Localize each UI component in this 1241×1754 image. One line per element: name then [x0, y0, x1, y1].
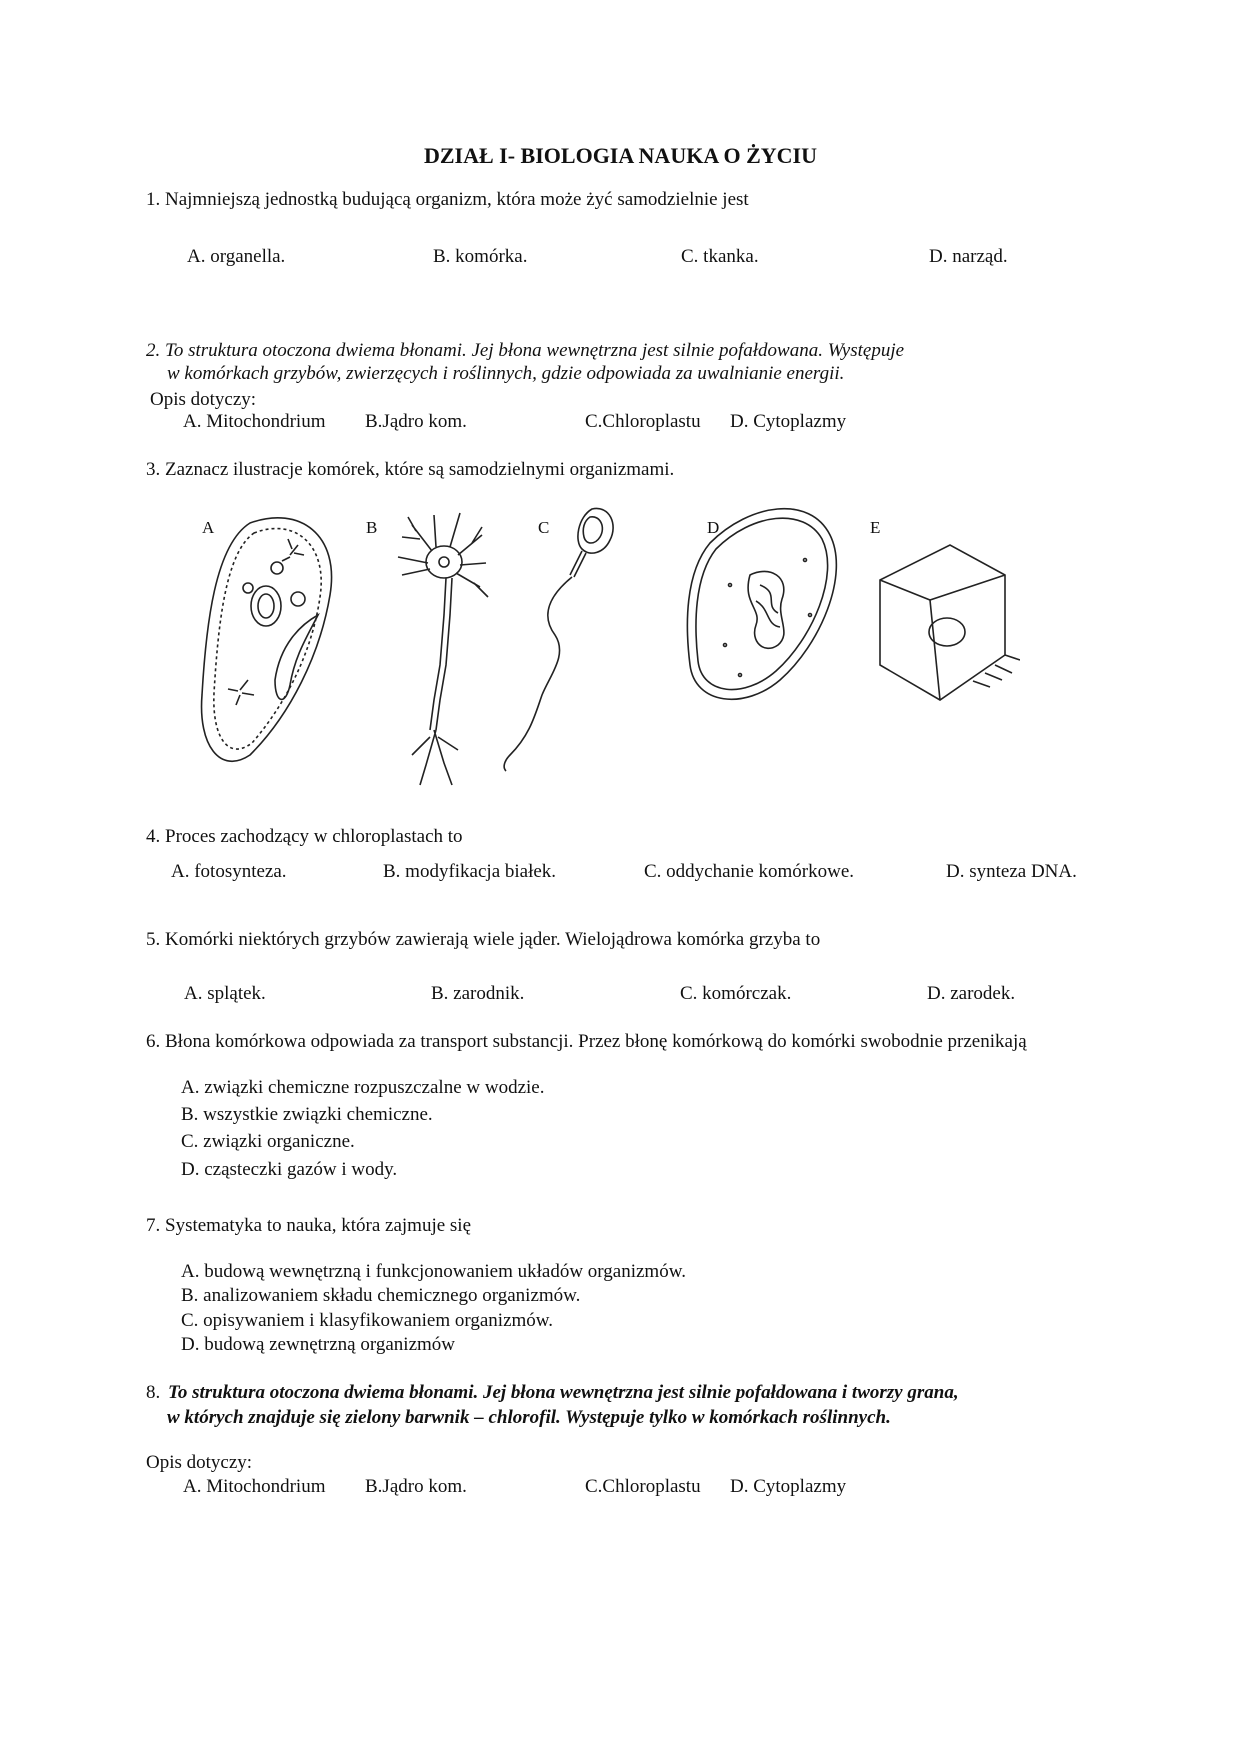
- q1-option-c[interactable]: C. tkanka.: [681, 246, 759, 267]
- q2-option-d[interactable]: D. Cytoplazmy: [730, 411, 847, 432]
- cell-illustrations: [190, 505, 1020, 795]
- question-6-text: 6. Błona komórkowa odpowiada za transport substancji. Przez błonę komórkową do komórki swobodnie przenikają: [146, 1031, 1027, 1052]
- question-8-number: 8.: [146, 1382, 161, 1403]
- figure-label-e[interactable]: E: [870, 518, 881, 537]
- q8-option-a[interactable]: A. Mitochondrium: [183, 1476, 326, 1497]
- question-2-line-2: w komórkach grzybów, zwierzęcych i roślinnych, gdzie odpowiada za uwalnianie energii.: [167, 363, 845, 384]
- q5-option-b[interactable]: B. zarodnik.: [431, 983, 525, 1004]
- q1-option-a[interactable]: A. organella.: [187, 246, 286, 267]
- question-1-text: 1. Najmniejszą jednostką budującą organizm, która może żyć samodzielnie jest: [146, 189, 749, 210]
- q1-option-b[interactable]: B. komórka.: [433, 246, 528, 267]
- question-7-text: 7. Systematyka to nauka, która zajmuje się: [146, 1215, 472, 1236]
- q7-option-d[interactable]: D. budową zewnętrzną organizmów: [181, 1334, 455, 1355]
- q5-option-d[interactable]: D. zarodek.: [927, 983, 1016, 1004]
- q2-option-b[interactable]: B.Jądro kom.: [365, 411, 467, 432]
- q8-option-d[interactable]: D. Cytoplazmy: [730, 1476, 847, 1497]
- q6-option-a[interactable]: A. związki chemiczne rozpuszczalne w wodzie.: [181, 1077, 545, 1098]
- q6-option-b[interactable]: B. wszystkie związki chemiczne.: [181, 1104, 433, 1125]
- q4-option-d[interactable]: D. synteza DNA.: [946, 861, 1077, 882]
- bacterium-illustration[interactable]: [687, 509, 836, 700]
- q5-option-a[interactable]: A. splątek.: [184, 983, 266, 1004]
- q4-option-c[interactable]: C. oddychanie komórkowe.: [644, 861, 855, 882]
- page-title: DZIAŁ I- BIOLOGIA NAUKA O ŻYCIU: [423, 143, 817, 168]
- q5-option-c[interactable]: C. komórczak.: [680, 983, 792, 1004]
- q8-option-b[interactable]: B.Jądro kom.: [365, 1476, 467, 1497]
- plant-cell-illustration[interactable]: [880, 545, 1020, 700]
- question-2-label: Opis dotyczy:: [150, 389, 257, 410]
- q1-option-d[interactable]: D. narząd.: [929, 246, 1008, 267]
- q4-option-b[interactable]: B. modyfikacja białek.: [383, 861, 557, 882]
- question-2-line-1: 2. To struktura otoczona dwiema błonami. Jej błona wewnętrzna jest silnie pofałdowana. Występuje: [146, 340, 905, 361]
- q7-option-b[interactable]: B. analizowaniem składu chemicznego organizmów.: [181, 1285, 581, 1306]
- sperm-cell-illustration[interactable]: [504, 508, 613, 771]
- q6-option-d[interactable]: D. cząsteczki gazów i wody.: [181, 1159, 398, 1180]
- question-8-line-1: To struktura otoczona dwiema błonami. Jej błona wewnętrzna jest silnie pofałdowana i tworzy grana,: [168, 1382, 959, 1403]
- q2-option-a[interactable]: A. Mitochondrium: [183, 411, 326, 432]
- figure-label-b[interactable]: B: [366, 518, 378, 537]
- question-5-text: 5. Komórki niektórych grzybów zawierają wiele jąder. Wielojądrowa komórka grzyba to: [146, 929, 821, 950]
- q6-option-c[interactable]: C. związki organiczne.: [181, 1131, 355, 1152]
- neuron-illustration[interactable]: [398, 513, 488, 785]
- paramecium-illustration[interactable]: [202, 518, 332, 761]
- figure-label-a[interactable]: A: [202, 518, 215, 537]
- question-8-line-2: w których znajduje się zielony barwnik – chlorofil. Występuje tylko w komórkach roślinnych.: [167, 1407, 891, 1428]
- question-8-label: Opis dotyczy:: [146, 1452, 253, 1473]
- q7-option-c[interactable]: C. opisywaniem i klasyfikowaniem organizmów.: [181, 1310, 554, 1331]
- question-4-text: 4. Proces zachodzący w chloroplastach to: [146, 826, 463, 847]
- figure-label-d[interactable]: D: [707, 518, 720, 537]
- q4-option-a[interactable]: A. fotosynteza.: [171, 861, 287, 882]
- q8-option-c[interactable]: C.Chloroplastu: [585, 1476, 701, 1497]
- q2-option-c[interactable]: C.Chloroplastu: [585, 411, 701, 432]
- question-3-text: 3. Zaznacz ilustracje komórek, które są samodzielnymi organizmami.: [146, 459, 675, 480]
- figure-label-c[interactable]: C: [538, 518, 550, 537]
- q7-option-a[interactable]: A. budową wewnętrzną i funkcjonowaniem układów organizmów.: [181, 1261, 686, 1282]
